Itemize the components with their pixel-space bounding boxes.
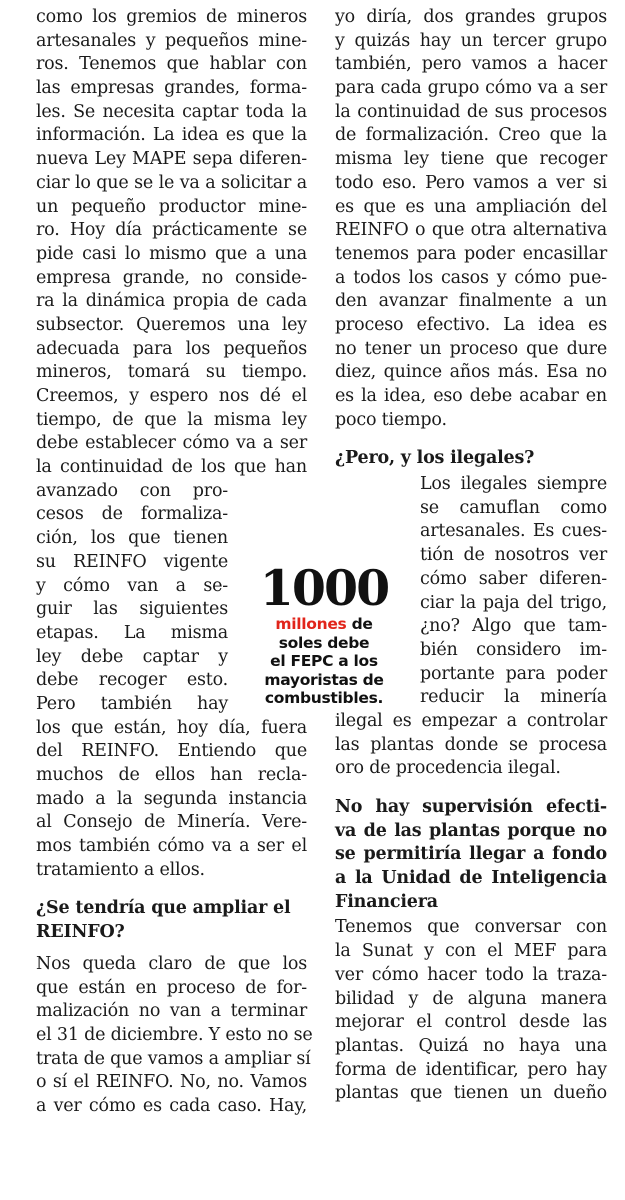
paragraph (36, 717, 307, 883)
text-line: de formalización. Creo que la (335, 125, 607, 146)
text-line: para cada grupo cómo va a ser (335, 78, 607, 99)
text-line: yo diría, dos grandes grupos (335, 7, 607, 27)
text-line: Los ilegales siempre (420, 474, 607, 495)
highlight-box (244, 559, 404, 708)
text-line: nueva Ley MAPE sepa diferen- (36, 149, 307, 170)
text-line: Creemos, y espero nos dé el (36, 386, 307, 406)
text-line: su REINFO vigente (36, 551, 228, 572)
text-line: mado a la segunda instancia (36, 788, 307, 809)
text-line: debe establecer cómo va a ser (36, 433, 307, 454)
text-line: no tener un proceso que dure (335, 338, 607, 359)
text-line: se camuflan como (420, 497, 607, 518)
text-line: bilidad y de alguna manera (335, 988, 607, 1009)
text-line: plantas. Quizá no haya una (335, 1035, 607, 1056)
text-line: es que es una ampliación del (335, 196, 607, 217)
text-line: ver cómo hacer todo la traza- (335, 964, 607, 985)
paragraph (36, 953, 313, 1119)
text-line: a todos los casos y cómo pue- (335, 267, 607, 288)
paragraph (335, 710, 607, 781)
text-line: y quizás hay un tercer grupo (335, 30, 607, 51)
text-line: todo eso. Pero vamos a ver si (335, 172, 607, 193)
text-line: ciar la paja del trigo, (420, 592, 607, 613)
text-line: va de las plantas porque no (335, 820, 607, 841)
paragraph (335, 6, 607, 432)
text-line: a ver cómo es cada caso. Hay, (36, 1095, 307, 1116)
text-line: diez, quince años más. Esa no (335, 362, 607, 383)
text-line: ¿Pero, y los ilegales? (335, 448, 535, 469)
text-line: pide casi lo mismo que a una (36, 243, 307, 264)
text-line: las plantas donde se procesa (335, 734, 607, 755)
text-line: plantas que tienen un dueño (335, 1083, 607, 1104)
text-line: bién considero im- (420, 639, 607, 660)
text-line: tión de nosotros ver (420, 545, 607, 566)
text-line: Tenemos que conversar con (335, 917, 607, 938)
text-line: mineros, tomará su tiempo. (36, 362, 307, 383)
text-line: cómo saber diferen- (420, 568, 607, 589)
text-line: a la Unidad de Inteligencia (335, 868, 607, 889)
right-column (335, 6, 607, 1106)
text-line: guir las siguientes (36, 599, 228, 620)
text-line: ciar lo que se le va a solicitar a (36, 172, 307, 193)
text-line: empresa grande, no conside- (36, 267, 307, 288)
text-line: información. La idea es que la (36, 125, 307, 146)
text-line: ro. Hoy día prácticamente se (36, 220, 307, 241)
text-line: un pequeño productor mine- (36, 196, 307, 217)
interview-question (335, 796, 607, 914)
text-line: ley debe captar y (36, 646, 228, 667)
text-line: Pero también hay (36, 693, 228, 714)
text-line: No hay supervisión efecti- (335, 797, 607, 817)
text-line: reducir la minería (420, 687, 607, 708)
interview-question (335, 447, 607, 471)
text-line: artesanales y pequeños mine- (36, 30, 307, 51)
text-line: la Sunat y con el MEF para (335, 941, 607, 962)
text-line: les. Se necesita captar toda la (36, 101, 307, 122)
paragraph (335, 916, 607, 1106)
text-line: al Consejo de Minería. Vere- (36, 812, 307, 833)
highlight-caption: millones de soles debe el FEPC a los mayoristas de combustibles. (264, 615, 384, 707)
text-line: también, pero vamos a hacer (335, 54, 607, 75)
text-line: REINFO? (36, 922, 125, 943)
interview-question (36, 897, 307, 944)
text-line: ilegal es empezar a controlar (335, 710, 607, 731)
text-line: subsector. Queremos una ley (36, 314, 307, 335)
text-line: ción, los que tienen (36, 528, 228, 549)
text-line: la continuidad de los que han (36, 457, 307, 478)
text-line: malización no van a terminar (36, 1001, 307, 1022)
text-line: tenemos para poder encasillar (335, 243, 607, 264)
text-line: etapas. La misma (36, 622, 228, 643)
text-line: Financiera (335, 891, 438, 912)
text-line: tratamiento a ellos. (36, 859, 205, 880)
text-line: debe recoger esto. (36, 670, 228, 691)
text-line: Nos queda claro de que los (36, 953, 307, 974)
text-line: que están en proceso de for- (36, 977, 307, 998)
text-line: forma de identificar, pero hay (335, 1059, 607, 1080)
highlight-number: 1000 (259, 559, 389, 617)
text-line: poco tiempo. (335, 409, 447, 430)
text-line: del REINFO. Entiendo que (36, 741, 307, 762)
text-line: es la idea, eso debe acabar en (335, 386, 607, 406)
text-line: adecuada para los pequeños (36, 338, 307, 359)
text-line: portante para poder (420, 663, 607, 684)
text-line: tiempo, de que la misma ley (36, 409, 307, 430)
text-line: ros. Tenemos que hablar con (36, 54, 307, 75)
text-line: la continuidad de sus procesos (335, 101, 607, 122)
text-line: avanzado con pro- (36, 480, 228, 501)
text-line: trata de que vamos a ampliar sí (36, 1048, 311, 1069)
text-line: artesanales. Es cues- (420, 521, 607, 542)
text-line: oro de procedencia ilegal. (335, 758, 561, 779)
text-line: misma ley tiene que recoger (335, 149, 607, 170)
text-line: proceso efectivo. La idea es (335, 314, 607, 335)
text-line: den avanzar finalmente a un (335, 291, 607, 312)
paragraph (36, 6, 307, 480)
text-line: las empresas grandes, forma- (36, 78, 307, 99)
text-line: cesos de formaliza- (36, 504, 228, 525)
text-line: como los gremios de mineros (36, 7, 307, 27)
text-line: o sí el REINFO. No, no. Vamos (36, 1072, 307, 1093)
text-line: mos también cómo va a ser el (36, 836, 307, 857)
text-line: el 31 de diciembre. Y esto no se (36, 1024, 313, 1045)
highlight-unit: millones (275, 615, 347, 633)
text-line: y cómo van a se- (36, 575, 228, 596)
text-line: mejorar el control desde las (335, 1012, 607, 1033)
text-line: ¿no? Algo que tam- (420, 616, 607, 637)
text-line: ra la dinámica propia de cada (36, 291, 307, 312)
text-line: se permitiría llegar a fondo (335, 844, 607, 865)
text-line: los que están, hoy día, fuera (36, 717, 307, 738)
text-line: REINFO o que otra alternativa (335, 220, 607, 241)
text-line: ¿Se tendría que ampliar el (36, 898, 291, 919)
text-line: muchos de ellos han recla- (36, 765, 307, 785)
